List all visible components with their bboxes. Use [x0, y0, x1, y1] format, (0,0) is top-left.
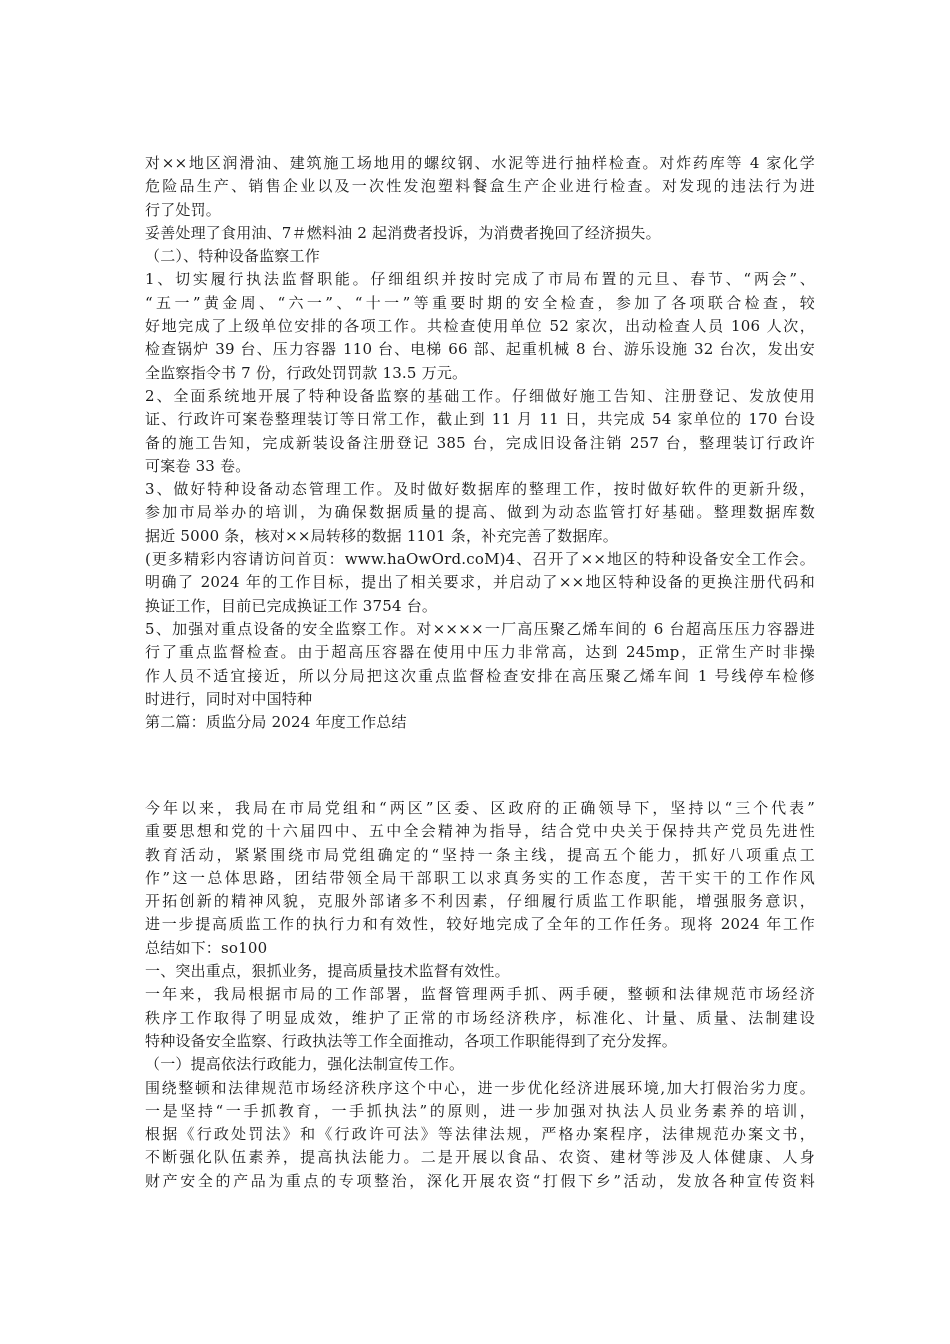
- text-line: 根据《行政处罚法》和《行政许可法》等法律法规，严格办案程序，法律规范办案文书，: [145, 1125, 815, 1144]
- text-line: 备的施工告知，完成新装设备注册登记 385 台，完成旧设备注销 257 台，整理装订行政许: [145, 433, 815, 452]
- text-line: 作人员不适宜接近，所以分局把这次重点监督检查安排在高压聚乙烯车间 1 号线停车检修: [145, 666, 815, 685]
- text-line: 好地完成了上级单位安排的各项工作。共检查使用单位 52 家次，出动检查人员 106 人次，: [145, 317, 815, 336]
- text-line: 危险品生产、销售企业以及一次性发泡塑料餐盒生产企业进行检查。对发现的违法行为进: [145, 177, 815, 196]
- text-line: 重要思想和党的十六届四中、五中全会精神为指导，结合党中央关于保持共产党员先进性: [145, 822, 815, 841]
- text-line: (更多精彩内容请访问首页：www.haOwOrd.coM)4、召开了××地区的特种设备安全工作会。: [145, 550, 815, 569]
- text-line: 不断强化队伍素养，提高执法能力。二是开展以食品、农资、建材等涉及人体健康、人身: [145, 1148, 815, 1167]
- text-line: 围绕整顿和法律规范市场经济秩序这个中心，进一步优化经济进展环境,加大打假治劣力度。: [145, 1078, 815, 1097]
- chapter-title: 第二篇：质监分局 2024 年度工作总结: [145, 713, 407, 732]
- report-section-special-equipment: [145, 152, 815, 734]
- text-line: “五一”黄金周、“六一”、“十一”等重要时期的安全检查，参加了各项联合检查，较: [145, 293, 815, 312]
- text-line: 时进行，同时对中国特种: [145, 689, 313, 708]
- text-line: 5、加强对重点设备的安全监察工作。对××××一厂高压聚乙烯车间的 6 台超高压压力容器进: [145, 619, 815, 638]
- text-line: 可案卷 33 卷。: [145, 456, 251, 475]
- section-heading: 一、突出重点，狠抓业务，提高质量技术监督有效性。: [145, 962, 510, 981]
- section-heading: （二）、特种设备监察工作: [145, 247, 320, 266]
- text-line: 作”这一总体思路，团结带领全局干部职工以求真务实的工作态度，苦干实干的工作作风: [145, 868, 815, 887]
- text-line: 秩序工作取得了明显成效，维护了正常的市场经济秩序，标准化、计量、质量、法制建设: [145, 1008, 815, 1027]
- text-line: 检查锅炉 39 台、压力容器 110 台、电梯 66 部、起重机械 8 台、游乐设施 32 台次，发出安: [145, 340, 815, 359]
- text-line: 行了处罚。: [145, 200, 222, 219]
- text-line: 财产安全的产品为重点的专项整治，深化开展农资“打假下乡”活动，发放各种宣传资料: [145, 1171, 815, 1190]
- text-line: 明确了 2024 年的工作目标，提出了相关要求，并启动了××地区特种设备的更换注册代码和: [145, 573, 815, 592]
- text-line: 特种设备安全监察、行政执法等工作全面推动，各项工作职能得到了充分发挥。: [145, 1031, 678, 1050]
- text-line: 换证工作，目前已完成换证工作 3754 台。: [145, 596, 438, 615]
- text-line: 1、切实履行执法监督职能。仔细组织并按时完成了市局布置的元旦、春节、“两会”、: [145, 270, 815, 289]
- text-line: 妥善处理了食用油、7＃燃料油 2 起消费者投诉，为消费者挽回了经济损失。: [145, 223, 661, 242]
- text-line: 全监察指令书 7 份，行政处罚罚款 13.5 万元。: [145, 363, 468, 382]
- text-line: 参加市局举办的培训，为确保数据质量的提高、做到为动态监管打好基础。整理数据库数: [145, 503, 815, 522]
- text-line: 行了重点监督检查。由于超高压容器在使用中压力非常高，达到 245mp，正常生产时非操: [145, 643, 815, 662]
- text-line: 总结如下：so100: [145, 938, 268, 957]
- text-line: 进一步提高质监工作的执行力和有效性，较好地完成了全年的工作任务。现将 2024 年工作: [145, 915, 815, 934]
- text-line: 今年以来，我局在市局党组和“两区”区委、区政府的正确领导下，坚持以“三个代表”: [145, 799, 815, 817]
- text-line: 据近 5000 条，核对××局转移的数据 1101 条，补充完善了数据库。: [145, 526, 618, 545]
- text-line: 一年来，我局根据市局的工作部署，监督管理两手抓、两手硬，整顿和法律规范市场经济: [145, 985, 815, 1004]
- section-heading: （一）提高依法行政能力，强化法制宣传工作。: [145, 1055, 465, 1074]
- text-line: 开拓创新的精神风貌，克服外部诸多不利因素，仔细履行质监工作职能，增强服务意识，: [145, 892, 815, 911]
- text-line: 教育活动，紧紧围绕市局党组确定的“坚持一条主线，提高五个能力，抓好八项重点工: [145, 845, 815, 864]
- text-line: 3、做好特种设备动态管理工作。及时做好数据库的整理工作，按时做好软件的更新升级，: [145, 480, 815, 499]
- text-line: 2、全面系统地开展了特种设备监察的基础工作。仔细做好施工告知、注册登记、发放使用: [145, 386, 815, 405]
- text-line: 一是坚持“一手抓教育，一手抓执法”的原则，进一步加强对执法人员业务素养的培训，: [145, 1101, 815, 1120]
- report-section-annual-summary: [145, 797, 815, 1193]
- text-line: 证、行政许可案卷整理装订等日常工作，截止到 11 月 11 日，共完成 54 家单位的 170 台设: [145, 410, 815, 429]
- text-line: 对××地区润滑油、建筑施工场地用的螺纹钢、水泥等进行抽样检查。对炸药库等 4 家化学: [145, 154, 815, 172]
